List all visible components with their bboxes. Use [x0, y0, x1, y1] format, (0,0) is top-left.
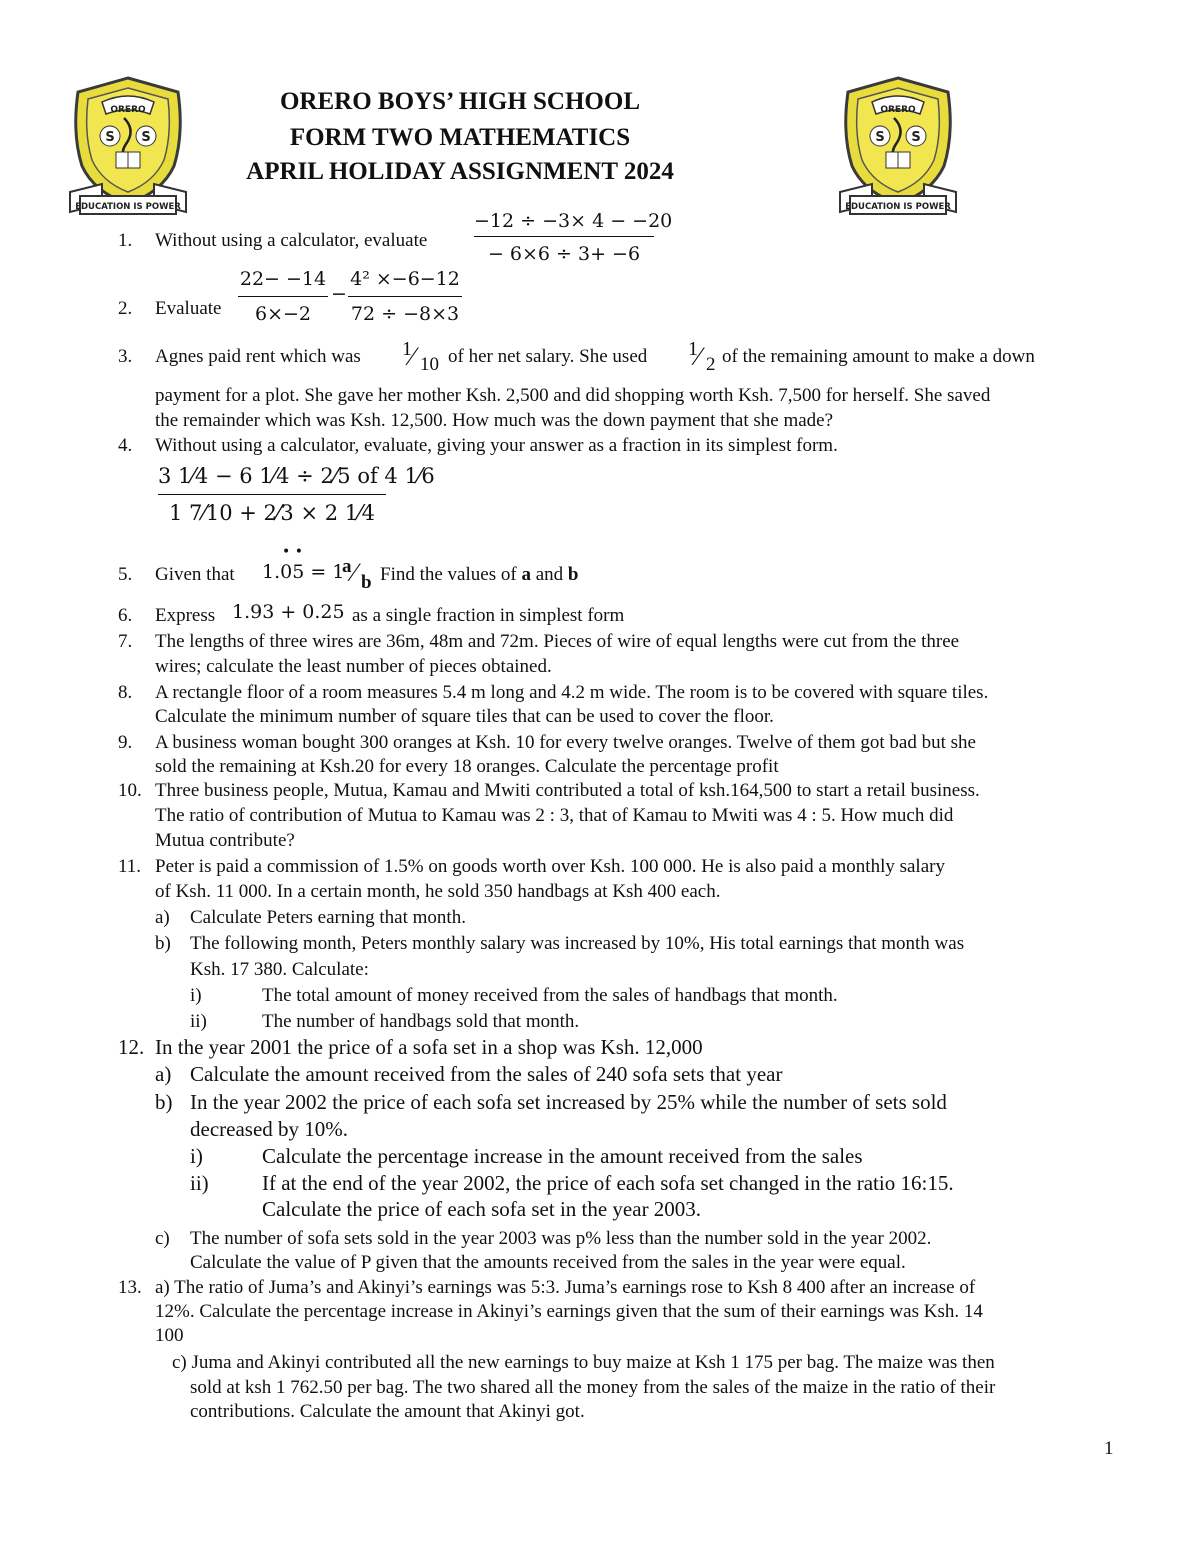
sub-question-text: In the year 2002 the price of each sofa set increased by 25% while the number of sets sold — [190, 1090, 947, 1114]
sub-label: a) — [155, 907, 170, 928]
assignment-title: APRIL HOLIDAY ASSIGNMENT 2024 — [246, 158, 674, 185]
sub-question-text: Calculate Peters earning that month. — [190, 907, 466, 928]
question-text: Express — [155, 605, 216, 626]
sub-question-text: Calculate the amount received from the sales of 240 sofa sets that year — [190, 1062, 783, 1086]
question-number: 4. — [118, 435, 133, 456]
recurring-dots: • • — [282, 544, 303, 560]
svg-text:S: S — [141, 130, 151, 145]
question-number: 1. — [118, 230, 133, 251]
q2-f1-denominator: 6×−2 — [254, 303, 312, 325]
svg-text:EDUCATION IS POWER: EDUCATION IS POWER — [845, 202, 951, 212]
svg-text:S: S — [875, 130, 885, 145]
variable-b: b — [567, 564, 579, 585]
question-text: A business woman bought 300 oranges at Ksh. 10 for every twelve oranges. Twelve of them got bad but she — [155, 732, 976, 753]
question-text: sold at ksh 1 762.50 per bag. The two shared all the money from the sales of the maize in the ratio of their — [190, 1377, 996, 1398]
q5-fraction-den: b — [361, 572, 372, 593]
roman-label: ii) — [190, 1011, 207, 1032]
question-number: 3. — [118, 346, 133, 367]
svg-text:S: S — [105, 130, 115, 145]
sub-question-text: The number of sofa sets sold in the year 2003 was p% less than the number sold in the year 2002. — [190, 1228, 932, 1249]
sub-label: c) — [155, 1228, 170, 1249]
question-text: Agnes paid rent which was — [155, 346, 361, 367]
question-text: The ratio of contribution of Mutua to Kamau was 2 : 3, that of Kamau to Mwiti was 4 : 5. How much did — [155, 805, 954, 826]
minus-sign: − — [331, 283, 347, 305]
question-text: Three business people, Mutua, Kamau and Mwiti contributed a total of ksh.164,500 to start a retail business. — [155, 780, 980, 801]
sub-question-text: Calculate the percentage increase in the amount received from the sales — [262, 1144, 863, 1168]
sub-question-text: The number of handbags sold that month. — [262, 1011, 580, 1032]
question-text-part: Find the values of — [380, 564, 517, 585]
question-text: Calculate the minimum number of square tiles that can be used to cover the floor. — [155, 706, 774, 727]
question-text: as a single fraction in simplest form — [352, 605, 625, 626]
sub-label: b) — [155, 933, 171, 954]
sub-question-text: Calculate the value of P given that the amounts received from the sales in the year were equal. — [190, 1252, 906, 1273]
question-number: 10. — [118, 780, 142, 801]
fraction-slash: ⁄ — [696, 342, 701, 371]
question-number: 2. — [118, 298, 133, 319]
svg-text:EDUCATION IS POWER: EDUCATION IS POWER — [75, 202, 181, 212]
question-number: 13. — [118, 1277, 142, 1298]
q5-expression: 1.05 = 1 — [262, 561, 345, 583]
q6-expression: 1.93 + 0.25 — [232, 601, 345, 623]
question-number: 7. — [118, 631, 133, 652]
sub-label: b) — [155, 1090, 173, 1114]
q4-denominator: 1 7⁄10 + 2⁄3 × 2 1⁄4 — [168, 501, 375, 525]
q3-fraction-1-den: 10 — [420, 354, 439, 375]
question-text: Without using a calculator, evaluate — [155, 230, 428, 251]
fraction-slash: ⁄ — [410, 342, 415, 371]
variable-a: a — [521, 564, 531, 585]
q1-denominator: − 6×6 ÷ 3+ −6 — [487, 243, 641, 265]
question-text: of Ksh. 11 000. In a certain month, he sold 350 handbags at Ksh 400 each. — [155, 881, 721, 902]
sub-question-text: decreased by 10%. — [190, 1117, 349, 1141]
roman-label: i) — [190, 985, 202, 1006]
roman-label: ii) — [190, 1171, 209, 1195]
question-text: payment for a plot. She gave her mother Ksh. 2,500 and did shopping worth Ksh. 7,500 for herself. She saved — [155, 385, 991, 406]
question-text: contributions. Calculate the amount that Akinyi got. — [190, 1401, 585, 1422]
question-text: Evaluate — [155, 298, 222, 319]
q2-fraction-2 — [348, 268, 462, 325]
question-text: Peter is paid a commission of 1.5% on goods worth over Ksh. 100 000. He is also paid a monthly salary — [155, 856, 945, 877]
question-number: 9. — [118, 732, 133, 753]
question-text-part: and — [535, 564, 564, 585]
q2-f2-denominator: 72 ÷ −8×3 — [350, 303, 460, 325]
q2-f2-numerator: 4² ×−6−12 — [350, 268, 460, 290]
q1-numerator: −12 ÷ −3× 4 − −20 — [474, 210, 673, 232]
sub-label: a) — [155, 1062, 172, 1086]
subject-title: FORM TWO MATHEMATICS — [289, 124, 631, 151]
sub-question-text: Ksh. 17 380. Calculate: — [190, 959, 369, 980]
question-text: The lengths of three wires are 36m, 48m and 72m. Pieces of wire of equal lengths were cut from the three — [155, 631, 960, 652]
svg-text:ORERO: ORERO — [880, 105, 916, 115]
fraction-slash: ⁄ — [352, 558, 357, 587]
q3-fraction-1-num: 1 — [402, 338, 412, 360]
school-name: ORERO BOYS’ HIGH SCHOOL — [279, 88, 640, 115]
question-text: of the remaining amount to make a down — [722, 346, 1035, 367]
question-number: 5. — [118, 564, 133, 585]
question-number: 12. — [118, 1035, 145, 1059]
q3-fraction-2-den: 2 — [706, 354, 716, 375]
question-text: wires; calculate the least number of pieces obtained. — [155, 656, 552, 677]
question-text: 100 — [155, 1325, 184, 1346]
question-text: the remainder which was Ksh. 12,500. How much was the down payment that she made? — [155, 410, 834, 431]
sub-question-text: If at the end of the year 2002, the price of each sofa set changed in the ratio 16:15. — [262, 1171, 954, 1195]
q2-f1-numerator: 22− −14 — [239, 268, 327, 290]
question-text: Mutua contribute? — [155, 830, 295, 851]
q3-fraction-2-num: 1 — [688, 338, 698, 360]
q4-fraction — [158, 464, 435, 525]
roman-label: i) — [190, 1144, 203, 1168]
page-number: 1 — [1104, 1438, 1114, 1459]
question-text: Without using a calculator, evaluate, giving your answer as a fraction in its simplest form. — [155, 435, 838, 456]
question-text — [380, 562, 578, 587]
q1-fraction — [474, 210, 673, 265]
question-text: sold the remaining at Ksh.20 for every 18 oranges. Calculate the percentage profit — [155, 756, 779, 777]
question-number: 8. — [118, 682, 133, 703]
question-number: 6. — [118, 605, 133, 626]
question-text: c) Juma and Akinyi contributed all the new earnings to buy maize at Ksh 1 175 per bag. The maize was then — [172, 1352, 995, 1373]
q2-fraction-1 — [238, 268, 328, 325]
svg-text:ORERO: ORERO — [110, 105, 146, 115]
svg-text:S: S — [911, 130, 921, 145]
q5-fraction-num: a — [342, 556, 352, 577]
question-text: In the year 2001 the price of a sofa set in a shop was Ksh. 12,000 — [155, 1035, 703, 1059]
sub-question-text: The following month, Peters monthly salary was increased by 10%, His total earnings that month was — [190, 933, 965, 954]
question-text: A rectangle floor of a room measures 5.4 m long and 4.2 m wide. The room is to be covered with square tiles. — [155, 682, 989, 703]
question-text: Given that — [155, 564, 235, 585]
question-text: 12%. Calculate the percentage increase in Akinyi’s earnings given that the sum of their earnings was Ksh. 14 — [155, 1301, 983, 1322]
q4-numerator: 3 1⁄4 − 6 1⁄4 ÷ 2⁄5 of 4 1⁄6 — [158, 464, 435, 488]
sub-question-text: Calculate the price of each sofa set in the year 2003. — [262, 1197, 702, 1221]
question-text: a) The ratio of Juma’s and Akinyi’s earnings was 5:3. Juma’s earnings rose to Ksh 8 400 after an increase of — [155, 1277, 976, 1298]
question-text: of her net salary. She used — [448, 346, 648, 367]
question-number: 11. — [118, 856, 142, 877]
sub-question-text: The total amount of money received from the sales of handbags that month. — [262, 985, 838, 1006]
